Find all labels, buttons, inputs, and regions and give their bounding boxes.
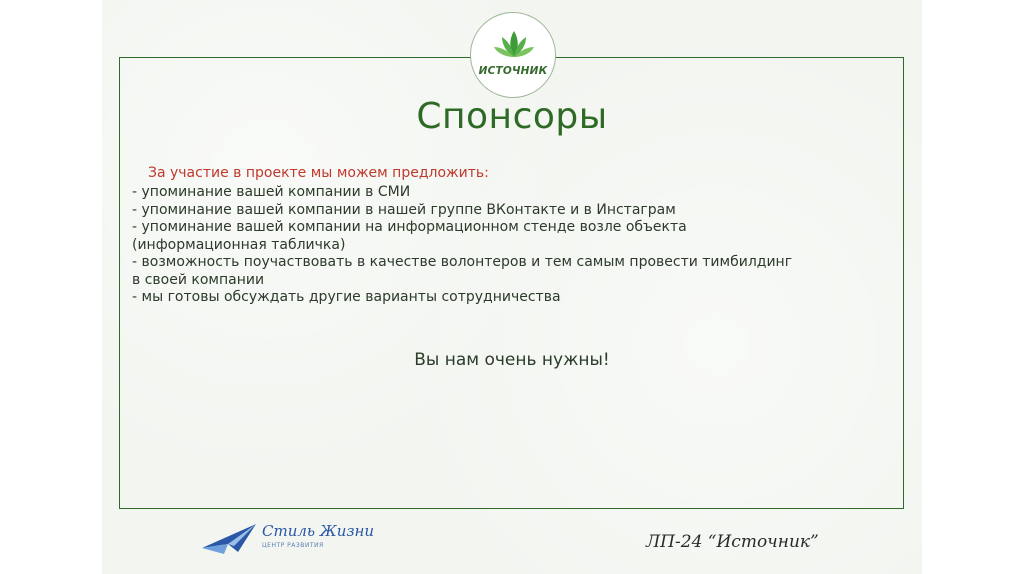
list-item: - упоминание вашей компании на информационном стенде возле объекта — [132, 219, 687, 235]
slide — [102, 0, 922, 574]
lotus-icon — [493, 29, 535, 63]
list-item: - упоминание вашей компании в нашей группе ВКонтакте и в Инстаграм — [132, 201, 676, 218]
istochnik-logo — [470, 12, 556, 98]
list-item: - мы готовы обсуждать другие варианты сотрудничества — [132, 289, 561, 305]
offers-list — [132, 184, 892, 307]
list-item: - упоминание вашей компании в СМИ — [132, 184, 411, 200]
list-item: в своей компании — [132, 271, 265, 288]
page-title: Спонсоры — [416, 96, 608, 137]
closing-text: Вы нам очень нужны! — [414, 350, 610, 370]
logo-text: ИСТОЧНИК — [478, 65, 548, 77]
brand-subtitle: ЦЕНТР РАЗВИТИЯ — [262, 542, 324, 549]
intro-text: За участие в проекте мы можем предложить: — [148, 165, 489, 181]
footer-label: ЛП-24 “Источник” — [646, 532, 819, 552]
brand-name: Стиль Жизни — [262, 522, 375, 540]
list-item: (информационная табличка) — [132, 236, 346, 253]
list-item: - возможность поучаствовать в качестве волонтеров и тем самым провести тимбилдинг — [132, 254, 793, 270]
